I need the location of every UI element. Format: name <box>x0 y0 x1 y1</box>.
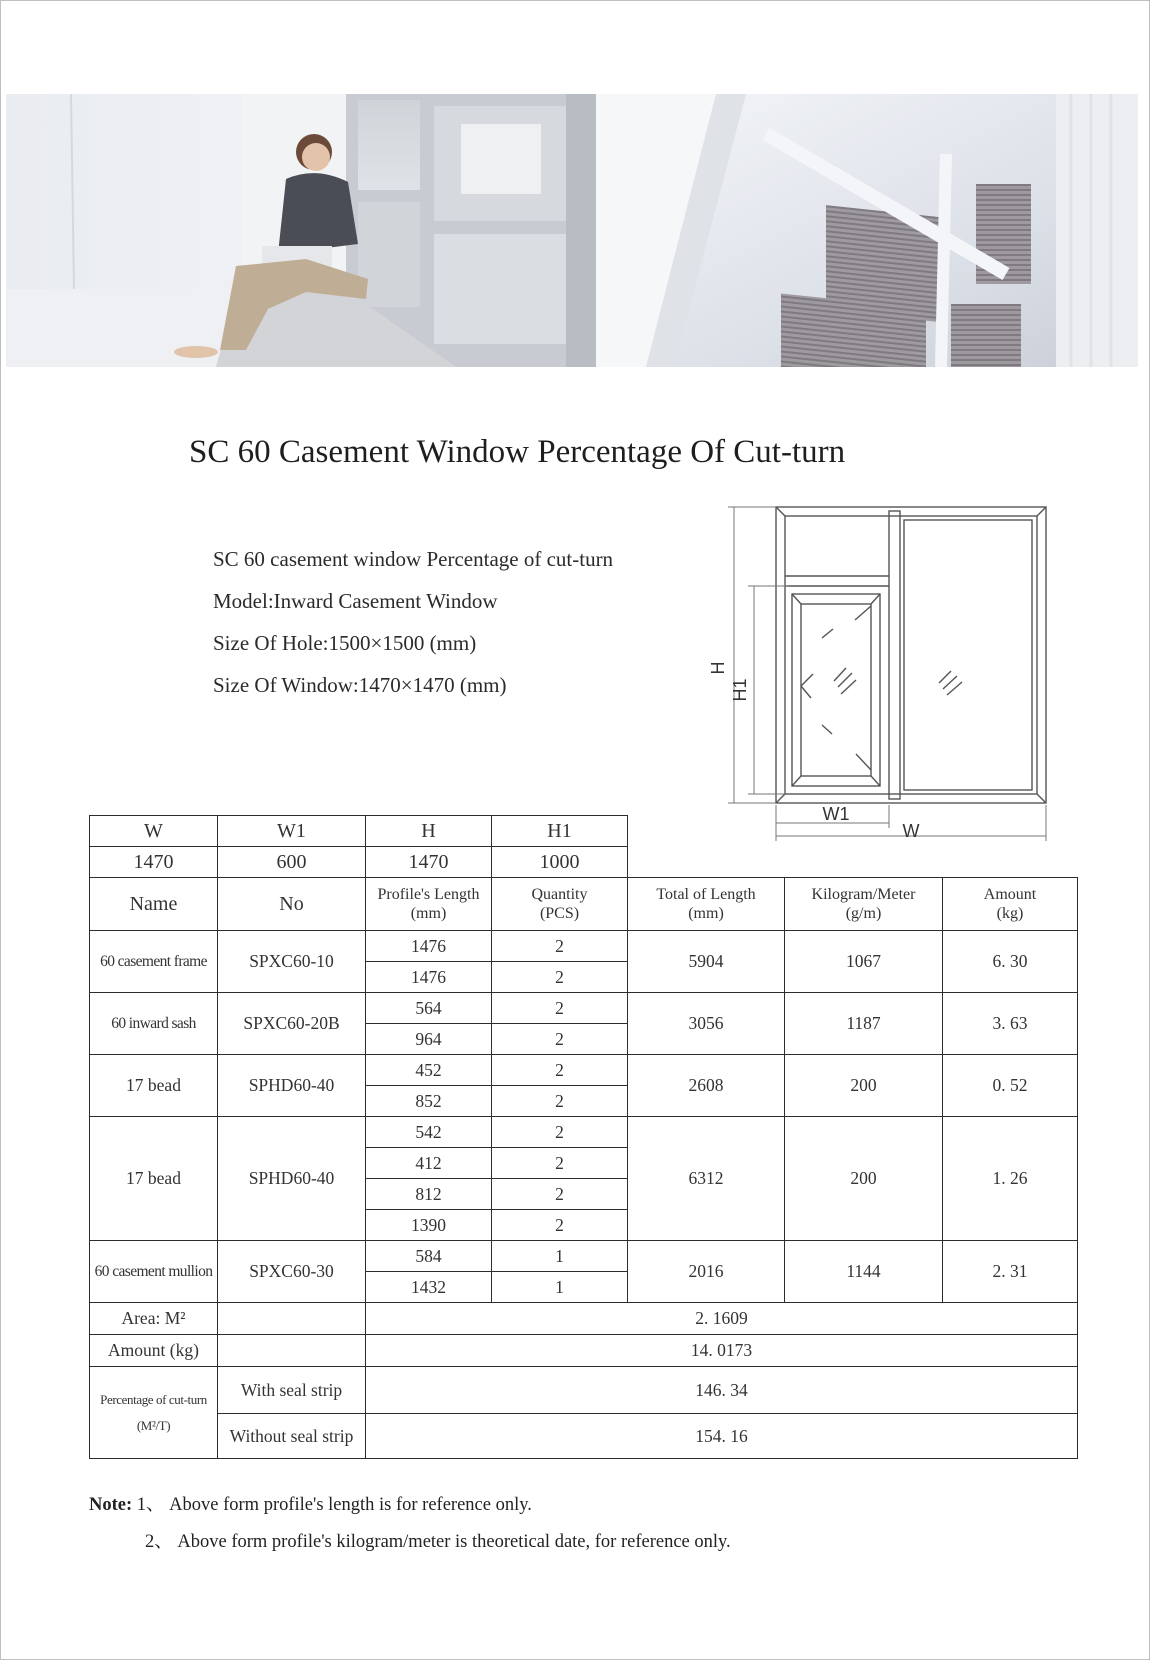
row-name: 60 casement mullion <box>90 1241 218 1303</box>
row-kgm: 1144 <box>785 1241 943 1303</box>
row-no: SPHD60-40 <box>218 1117 366 1241</box>
row-no: SPXC60-10 <box>218 931 366 993</box>
notes <box>89 1487 731 1561</box>
row-kgm: 200 <box>785 1055 943 1117</box>
table-row <box>90 1055 1078 1086</box>
row-name: 60 casement frame <box>90 931 218 993</box>
col-header-amount: Amount (kg) <box>943 878 1078 931</box>
dim-value-h: 1470 <box>366 847 492 878</box>
col-header-no: No <box>218 878 366 931</box>
spec-line-window-size: Size Of Window:1470×1470 (mm) <box>213 673 507 697</box>
row-length: 1476 <box>366 962 492 993</box>
table-row <box>90 1241 1078 1272</box>
row-length: 412 <box>366 1148 492 1179</box>
dim-value-w: 1470 <box>90 847 218 878</box>
row-name: 60 inward sash <box>90 993 218 1055</box>
drawing-label-h1: H1 <box>730 678 750 702</box>
col-header-profile-length: Profile's Length (mm) <box>366 878 492 931</box>
banner-photo <box>6 94 1138 367</box>
col-header-kg-per-meter: Kilogram/Meter (g/m) <box>785 878 943 931</box>
page-title: SC 60 Casement Window Percentage Of Cut-turn <box>189 434 846 470</box>
row-qty: 2 <box>492 1024 628 1055</box>
row-length: 1432 <box>366 1272 492 1303</box>
row-qty: 2 <box>492 1210 628 1241</box>
row-qty: 1 <box>492 1272 628 1303</box>
table-row <box>90 931 1078 962</box>
total-amount-value: 14. 0173 <box>366 1335 1078 1367</box>
row-qty: 2 <box>492 1179 628 1210</box>
row-qty: 2 <box>492 1055 628 1086</box>
row-length: 584 <box>366 1241 492 1272</box>
dim-value-h1: 1000 <box>492 847 628 878</box>
row-length: 852 <box>366 1086 492 1117</box>
with-seal-value: 146. 34 <box>366 1367 1078 1414</box>
row-total: 6312 <box>628 1117 785 1241</box>
row-amount: 0. 52 <box>943 1055 1078 1117</box>
row-length: 812 <box>366 1179 492 1210</box>
row-amount: 6. 30 <box>943 931 1078 993</box>
col-header-name: Name <box>90 878 218 931</box>
row-no: SPXC60-20B <box>218 993 366 1055</box>
percentage-label: Percentage of cut-turn (M²/T) <box>90 1367 218 1459</box>
spec-line-description: SC 60 casement window Percentage of cut-turn <box>213 547 614 571</box>
without-seal-value: 154. 16 <box>366 1414 1078 1459</box>
area-label: Area: M² <box>90 1303 218 1335</box>
row-kgm: 200 <box>785 1117 943 1241</box>
table-row <box>90 1117 1078 1148</box>
row-name: 17 bead <box>90 1055 218 1117</box>
dim-header-w1: W1 <box>218 816 366 847</box>
dim-value-w1: 600 <box>218 847 366 878</box>
row-total: 2608 <box>628 1055 785 1117</box>
row-total: 5904 <box>628 931 785 993</box>
dim-header-h: H <box>366 816 492 847</box>
profile-table <box>89 815 1078 1459</box>
row-length: 564 <box>366 993 492 1024</box>
area-value: 2. 1609 <box>366 1303 1078 1335</box>
col-header-total-length: Total of Length (mm) <box>628 878 785 931</box>
dim-header-w: W <box>90 816 218 847</box>
row-length: 1476 <box>366 931 492 962</box>
row-qty: 2 <box>492 1086 628 1117</box>
without-seal-label: Without seal strip <box>218 1414 366 1459</box>
row-kgm: 1187 <box>785 993 943 1055</box>
row-qty: 1 <box>492 1241 628 1272</box>
window-drawing <box>706 498 1056 853</box>
note-1: Note: 1、 Above form profile's length is for reference only. <box>89 1495 532 1515</box>
total-amount-label: Amount (kg) <box>90 1335 218 1367</box>
row-amount: 2. 31 <box>943 1241 1078 1303</box>
row-qty: 2 <box>492 993 628 1024</box>
spec-list <box>213 538 613 706</box>
row-no: SPHD60-40 <box>218 1055 366 1117</box>
row-kgm: 1067 <box>785 931 943 993</box>
drawing-label-w1: W1 <box>822 804 850 824</box>
row-length: 452 <box>366 1055 492 1086</box>
row-total: 2016 <box>628 1241 785 1303</box>
col-header-quantity: Quantity (PCS) <box>492 878 628 931</box>
row-no: SPXC60-30 <box>218 1241 366 1303</box>
drawing-label-h: H <box>708 661 728 675</box>
note-2: 2、 Above form profile's kilogram/meter is theoretical date, for reference only. <box>145 1532 731 1552</box>
row-total: 3056 <box>628 993 785 1055</box>
row-amount: 1. 26 <box>943 1117 1078 1241</box>
spec-line-hole-size: Size Of Hole:1500×1500 (mm) <box>213 631 477 655</box>
drawing-label-w: W <box>902 821 920 841</box>
row-length: 1390 <box>366 1210 492 1241</box>
row-qty: 2 <box>492 1148 628 1179</box>
row-qty: 2 <box>492 962 628 993</box>
row-amount: 3. 63 <box>943 993 1078 1055</box>
row-qty: 2 <box>492 1117 628 1148</box>
with-seal-label: With seal strip <box>218 1367 366 1414</box>
row-name: 17 bead <box>90 1117 218 1241</box>
dim-header-h1: H1 <box>492 816 628 847</box>
row-length: 964 <box>366 1024 492 1055</box>
row-qty: 2 <box>492 931 628 962</box>
row-length: 542 <box>366 1117 492 1148</box>
spec-line-model: Model:Inward Casement Window <box>213 589 498 613</box>
table-row <box>90 993 1078 1024</box>
